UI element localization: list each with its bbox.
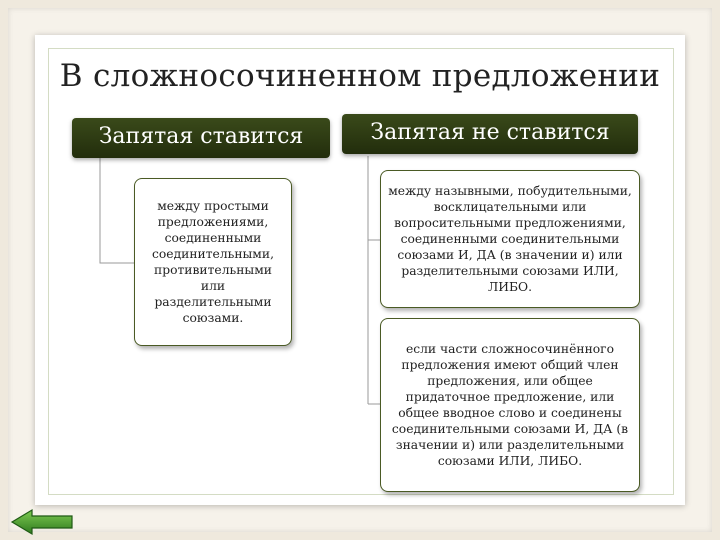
rule-box-simple-clauses <box>134 178 292 346</box>
left-arrow-icon[interactable] <box>10 508 76 536</box>
rule-text: между назывными, побудительными, восклицательными или вопросительными предложениями, соединенными соединительными союзами И, ДА (в значении и) или разделительными союзами ИЛИ, ЛИБО. <box>388 184 632 294</box>
header-comma-placed: Запятая ставится <box>72 118 330 158</box>
rule-text: если части сложносочинённого предложения имеют общий член предложения, или общее придаточное предложение, или общее вводное слово и соединены соединительными союзами И, ДА (в значении и) или разделительными союзами ИЛИ, ЛИБО. <box>391 342 629 468</box>
rule-text: между простыми предложениями, соединенными соединительными, противительными или разделительными союзами. <box>152 199 274 325</box>
connector-right <box>368 156 380 404</box>
page-title: В сложносочиненном предложении <box>59 58 661 94</box>
connector-left <box>100 158 134 263</box>
header-comma-not-placed: Запятая не ставится <box>342 114 638 154</box>
rule-box-sentence-types <box>380 170 640 308</box>
rule-box-common-member <box>380 318 640 492</box>
